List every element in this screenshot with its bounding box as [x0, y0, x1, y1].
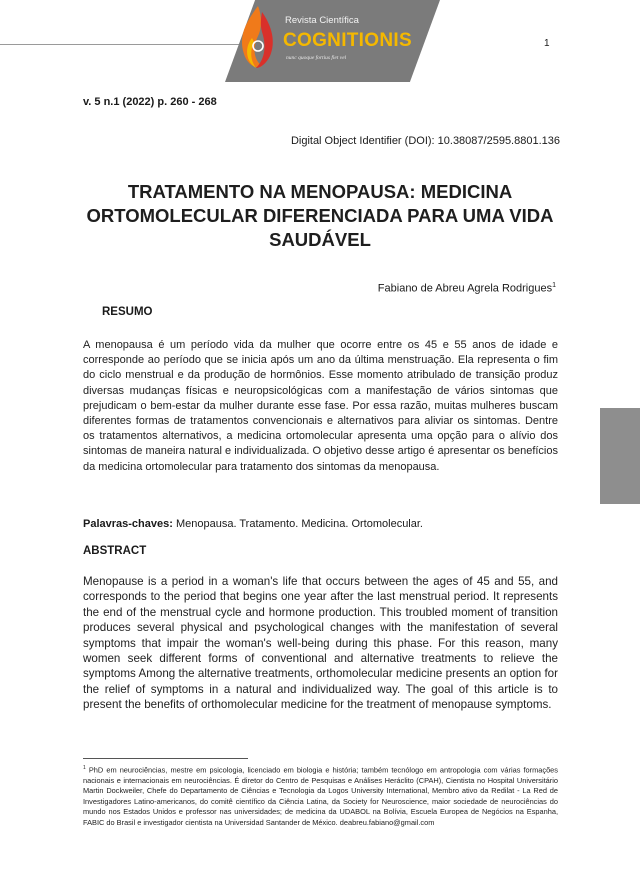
author-footnote-mark: 1 — [552, 282, 556, 289]
paper-title: TRATAMENTO NA MENOPAUSA: MEDICINA ORTOMOLECULAR DIFERENCIADA PARA UMA VIDA SAUDÁVEL — [86, 181, 554, 250]
keywords — [83, 518, 423, 530]
footnote-text: PhD em neurociências, mestre em psicologia, licenciado em biologia e história; também tecnólogo em antropologia com várias formações nacionais e internacionais em neurociências. É diretor do Centro de Pesquisas e Análises Heráclito (CPAH), Cientista no Hospital Universitário Martin Dockweiler, Chefe do Departamento de Ciências e Tecnologia da Logos University International, Membro ativo da Redilat - La Red de Investigadores Latino-americanos, do comitê científico da Ciência Latina, da Society for Neuroscience, maior sociedade de neurociências do mundo nos Estados Unidos e professor nas universidades; de medicina da UDABOL na Bolívia, Escuela Europea de Negócios na Espanha, FABIC do Brasil e investigador cientista na Universidad Santander de México. deabreu.fabiano@gmail.com — [83, 765, 558, 827]
citation: v. 5 n.1 (2022) p. 260 - 268 — [83, 96, 217, 108]
keywords-text: Menopausa. Tratamento. Medicina. Ortomolecular. — [175, 518, 423, 530]
abstract-heading: ABSTRACT — [83, 545, 147, 557]
flame-logo-icon — [232, 2, 282, 78]
journal-motto: nunc quoque fortius fiet vel — [286, 55, 347, 61]
footnote — [83, 763, 558, 828]
author-name: Fabiano de Abreu Agrela Rodrigues — [377, 282, 553, 295]
journal-name: COGNITIONIS — [283, 30, 412, 51]
footnote-rule — [83, 758, 248, 759]
header-rule — [0, 44, 250, 45]
resumo-heading: RESUMO — [102, 306, 153, 318]
page-side-tab — [600, 408, 640, 504]
abstract-text: Menopause is a period in a woman's life that occurs between the ages of 45 and 55, and corresponds to the period that begins one year after the last menstrual period. It represents the end of the menstrual cycle and hormone production. This troubled moment of transition produces several physical and psychological changes with the manifestation of several symptoms that impair the woman's well-being during this phase. For this reason, many women seek different forms of conventional and alternative treatments to relieve the symptoms Among the alternative treatments, orthomolecular medicine presents an option for the relief of symptoms in a natural and individualized way. The goal of this article is to present the benefits of orthomolecular medicine for the treatment of menopause symptoms. — [83, 575, 558, 712]
author — [378, 282, 556, 295]
keywords-label: Palavras-chaves: — [83, 518, 173, 530]
doi: Digital Object Identifier (DOI): 10.38087/2595.8801.136 — [290, 135, 560, 147]
footnote-mark: 1 — [83, 765, 86, 771]
resumo-text: A menopausa é um período vida da mulher que ocorre entre os 45 e 55 anos de idade e corresponde ao período que se inicia após um ano da última menstruação. Ela representa o fim do ciclo menstrual e da produção de hormônios. Esse momento atribulado de transição produz diversas mudanças físicas e neuropsicológicas com a manifestação de vários sintomas que prejudicam o bem-estar da mulher durante esse fase. Por essa razão, muitas mulheres buscam diferentes formas de tratamentos convencionais e alternativos para aliviar os sintomas. Dentre os tratamentos alternativos, a medicina ortomolecular apresenta uma opção para o alívio dos sintomas de maneira natural e individualizada. O objetivo desse artigo é apresentar os benefícios da medicina ortomolecular para tratamento dos sintomas da menopausa. — [83, 339, 558, 473]
page-number: 1 — [544, 38, 550, 49]
journal-name-prefix: Revista Científica — [285, 15, 359, 26]
